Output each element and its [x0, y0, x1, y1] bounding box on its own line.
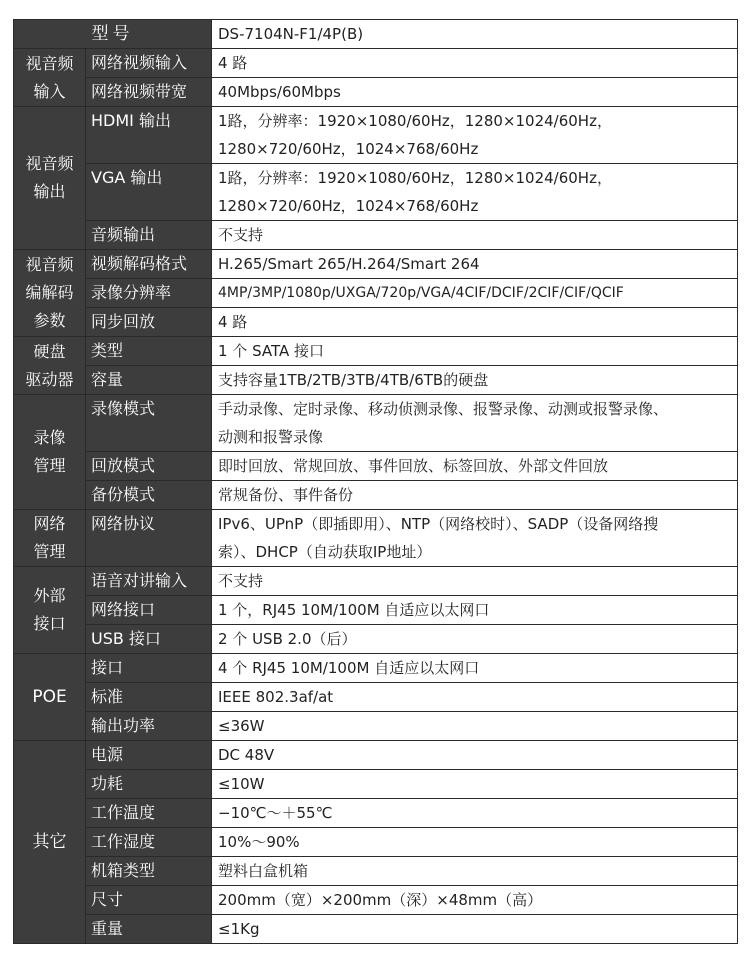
category-line: 其它 [32, 832, 67, 852]
table-row [14, 308, 738, 337]
row-label: VGA 输出 [86, 164, 212, 221]
category-line: 管理 [33, 542, 66, 561]
category-line: POE [32, 687, 67, 707]
row-value: 200mm（宽）×200mm（深）×48mm（高） [212, 886, 738, 915]
category-network [14, 510, 86, 567]
category-line: 驱动器 [25, 369, 74, 389]
table-row [14, 164, 738, 193]
row-label: 工作温度 [86, 799, 212, 828]
table-row [14, 337, 738, 366]
row-value: 4MP/3MP/1080p/UXGA/720p/VGA/4CIF/DCIF/2CIF/CIF/QCIF [212, 279, 738, 308]
row-label: USB 接口 [86, 625, 212, 654]
table-row [14, 828, 738, 857]
row-label: 回放模式 [86, 452, 212, 481]
row-value: ≤1Kg [212, 915, 738, 944]
row-value: ≤36W [212, 712, 738, 741]
table-row [14, 654, 738, 683]
category-line: 管理 [33, 456, 66, 475]
row-value: 4 个 RJ45 10M/100M 自适应以太网口 [212, 654, 738, 683]
row-label: 容量 [86, 366, 212, 395]
category-disk [14, 337, 86, 395]
model-label: 型号 [14, 20, 212, 49]
row-label: 输出功率 [86, 712, 212, 741]
table-row [14, 712, 738, 741]
category-poe [14, 654, 86, 741]
row-value: H.265/Smart 265/H.264/Smart 264 [212, 250, 738, 279]
category-line: 录像 [33, 428, 66, 447]
row-label: 标准 [86, 683, 212, 712]
row-value-cont: 动测和报警录像 [212, 423, 738, 452]
table-row-model [14, 20, 738, 49]
row-value: 4 路 [212, 308, 738, 337]
category-line: 编解码 [25, 283, 74, 302]
category-line: 外部 [33, 586, 66, 605]
category-av-input [14, 49, 86, 107]
row-value: −10℃～＋55℃ [212, 799, 738, 828]
row-value: 40Mbps/60Mbps [212, 78, 738, 107]
row-label: 接口 [86, 654, 212, 683]
row-label: 录像分辨率 [86, 279, 212, 308]
category-line: 接口 [33, 614, 66, 633]
category-other [14, 741, 86, 944]
table-row [14, 799, 738, 828]
row-label: 视频解码格式 [86, 250, 212, 279]
table-row [14, 510, 738, 539]
category-line: 视音频 [25, 154, 74, 173]
table-row [14, 395, 738, 424]
row-label: 音频输出 [86, 221, 212, 250]
category-av-codec [14, 250, 86, 337]
row-label: 工作湿度 [86, 828, 212, 857]
row-label: 网络视频输入 [86, 49, 212, 78]
row-value-cont: 1280×720/60Hz，1024×768/60Hz [212, 135, 738, 164]
table-row [14, 49, 738, 78]
table-row [14, 452, 738, 481]
row-label: 类型 [86, 337, 212, 366]
row-value: 支持容量1TB/2TB/3TB/4TB/6TB的硬盘 [212, 366, 738, 395]
table-row [14, 915, 738, 944]
category-external [14, 567, 86, 654]
category-line: 输入 [33, 81, 66, 101]
row-value: IPv6、UPnP（即插即用）、NTP（网络校时）、SADP（设备网络搜 [212, 510, 738, 539]
table-row [14, 857, 738, 886]
row-label: 语音对讲输入 [86, 567, 212, 596]
model-value: DS-7104N-F1/4P(B) [212, 20, 738, 49]
row-label: 尺寸 [86, 886, 212, 915]
category-line: 硬盘 [33, 341, 66, 361]
category-line: 视音频 [25, 53, 74, 73]
category-av-output [14, 107, 86, 250]
table-row [14, 625, 738, 654]
row-label: 重量 [86, 915, 212, 944]
row-value: 4 路 [212, 49, 738, 78]
table-row [14, 107, 738, 136]
table-row [14, 596, 738, 625]
row-value-cont: 1280×720/60Hz，1024×768/60Hz [212, 192, 738, 221]
row-value: 1路，分辨率：1920×1080/60Hz，1280×1024/60Hz， [212, 107, 738, 136]
table-row [14, 741, 738, 770]
category-line: 视音频 [25, 255, 74, 274]
row-value: 不支持 [212, 567, 738, 596]
table-row [14, 886, 738, 915]
row-label: 网络视频带宽 [86, 78, 212, 107]
row-label: 机箱类型 [86, 857, 212, 886]
row-value-cont: 索）、DHCP（自动获取IP地址） [212, 538, 738, 567]
row-value: 塑料白盒机箱 [212, 857, 738, 886]
row-label: HDMI 输出 [86, 107, 212, 164]
row-label: 录像模式 [86, 395, 212, 452]
category-line: 输出 [33, 182, 66, 201]
row-label: 功耗 [86, 770, 212, 799]
row-label: 网络接口 [86, 596, 212, 625]
row-value: 常规备份、事件备份 [212, 481, 738, 510]
table-row [14, 78, 738, 107]
row-label: 电源 [86, 741, 212, 770]
row-value: 即时回放、常规回放、事件回放、标签回放、外部文件回放 [212, 452, 738, 481]
category-recording [14, 395, 86, 510]
table-row [14, 221, 738, 250]
category-line: 网络 [33, 514, 66, 533]
row-value: DC 48V [212, 741, 738, 770]
table-row [14, 481, 738, 510]
row-label: 网络协议 [86, 510, 212, 567]
row-value: 手动录像、定时录像、移动侦测录像、报警录像、动测或报警录像、 [212, 395, 738, 424]
table-row [14, 683, 738, 712]
row-label: 同步回放 [86, 308, 212, 337]
row-value: 1 个 SATA 接口 [212, 337, 738, 366]
row-value: 2 个 USB 2.0（后） [212, 625, 738, 654]
row-value: 不支持 [212, 221, 738, 250]
table-row [14, 250, 738, 279]
category-line: 参数 [33, 311, 66, 330]
table-row [14, 567, 738, 596]
table-row [14, 279, 738, 308]
row-value: 10%～90% [212, 828, 738, 857]
table-row [14, 366, 738, 395]
row-label: 备份模式 [86, 481, 212, 510]
row-value: IEEE 802.3af/at [212, 683, 738, 712]
row-value: 1 个，RJ45 10M/100M 自适应以太网口 [212, 596, 738, 625]
row-value: ≤10W [212, 770, 738, 799]
spec-table [13, 19, 738, 944]
table-row [14, 770, 738, 799]
row-value: 1路，分辨率：1920×1080/60Hz，1280×1024/60Hz， [212, 164, 738, 193]
